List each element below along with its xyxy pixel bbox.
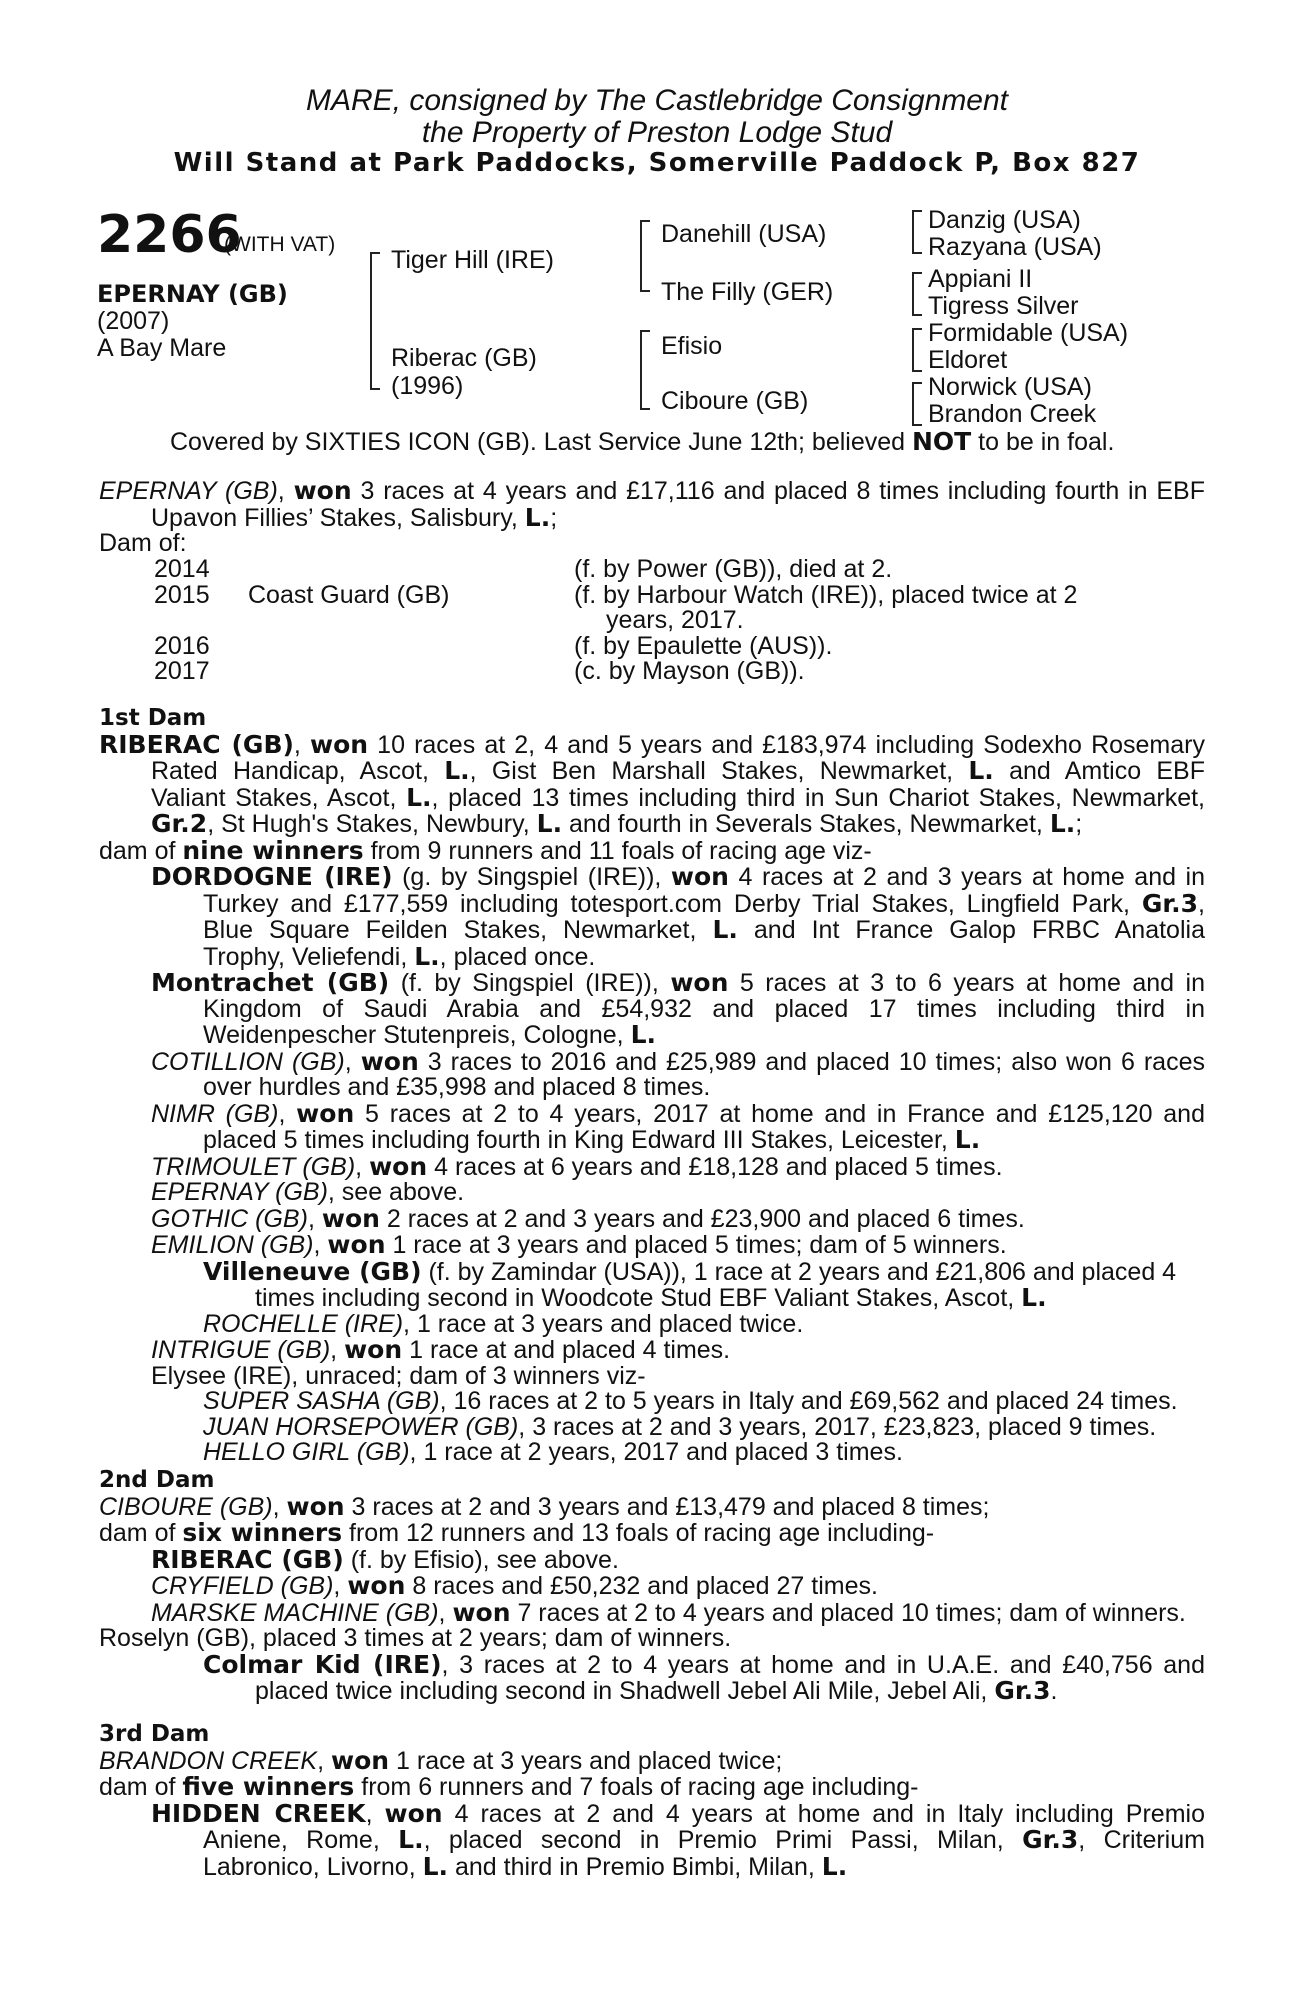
first-dam-line: Valiant Stakes, Ascot, L., placed 13 times including third in Sun Chariot Stakes, Newmarket,: [151, 782, 1205, 812]
horse-name: EPERNAY (GB): [97, 280, 288, 308]
pedigree-sire-sire: Danehill (USA): [661, 220, 827, 248]
produce-note: (f. by Power (GB)), died at 2.: [574, 555, 893, 583]
produce-intro-line1: EPERNAY (GB), won 3 races at 4 years and £17,116 and placed 8 times including fourth in EBF: [99, 476, 1205, 505]
produce-entry: INTRIGUE (GB), won 1 race at and placed 4 times.: [151, 1335, 731, 1364]
stand-line: Will Stand at Park Paddocks, Somerville Paddock P, Box 827: [173, 148, 1141, 178]
first-dam-heading: 1st Dam: [99, 705, 207, 731]
pedigree-dam-year: (1996): [391, 372, 464, 400]
pedigree-g7: Norwick (USA): [928, 373, 1092, 401]
first-dam-line: RIBERAC (GB), won 10 races at 2, 4 and 5 years and £183,974 including Sodexho Rosemary: [99, 729, 1205, 759]
produce-entry: HELLO GIRL (GB), 1 race at 2 years, 2017 and placed 3 times.: [203, 1438, 903, 1466]
produce-intro-line2: Upavon Fillies’ Stakes, Salisbury, L.;: [151, 502, 558, 532]
produce-entry: Montrachet (GB) (f. by Singspiel (IRE)), won 5 races at 3 to 6 years at home and in: [151, 968, 1206, 997]
pedigree-g8: Brandon Creek: [928, 400, 1097, 428]
produce-entry: EMILION (GB), won 1 race at 3 years and placed 5 times; dam of 5 winners.: [151, 1230, 1007, 1259]
produce-entry: MARSKE MACHINE (GB), won 7 races at 2 to 4 years and placed 10 times; dam of winners.: [151, 1597, 1186, 1627]
horse-year: (2007): [97, 307, 170, 335]
pedigree-bracket: [640, 220, 642, 292]
produce-entry: JUAN HORSEPOWER (GB), 3 races at 2 and 3 years, 2017, £23,823, placed 9 times.: [203, 1412, 1157, 1441]
produce-entry: RIBERAC (GB) (f. by Efisio), see above.: [151, 1544, 619, 1574]
produce-entry: DORDOGNE (IRE) (g. by Singspiel (IRE)), won 4 races at 2 and 3 years at home and in: [151, 862, 1205, 891]
pedigree-sire-dam: The Filly (GER): [661, 278, 834, 306]
pedigree-bracket: [912, 272, 914, 316]
pedigree-dam-sire: Efisio: [661, 332, 723, 360]
produce-year: 2016: [154, 631, 210, 660]
produce-entry: CRYFIELD (GB), won 8 races and £50,232 and placed 27 times.: [151, 1571, 878, 1600]
property-line: the Property of Preston Lodge Stud: [421, 116, 893, 149]
consignor-line: MARE, consigned by The Castlebridge Consignment: [305, 84, 1009, 117]
pedigree-bracket: [912, 328, 914, 372]
pedigree-g4: Tigress Silver: [928, 292, 1079, 320]
pedigree-g3: Appiani II: [928, 265, 1033, 293]
produce-year: 2015: [154, 580, 210, 609]
pedigree-g5: Formidable (USA): [928, 319, 1129, 347]
produce-entry: times including second in Woodcote Stud EBF Valiant Stakes, Ascot, L.: [255, 1283, 1047, 1312]
produce-entry: GOTHIC (GB), won 2 races at 2 and 3 years and £23,900 and placed 6 times.: [151, 1203, 1025, 1233]
produce-entry: over hurdles and £35,998 and placed 8 times.: [203, 1073, 711, 1101]
produce-entry: TRIMOULET (GB), won 4 races at 6 years and £18,128 and placed 5 times.: [151, 1151, 1003, 1181]
pedigree-dam: Riberac (GB): [391, 344, 537, 372]
produce-entry: SUPER SASHA (GB), 16 races at 2 to 5 years in Italy and £69,562 and placed 24 times.: [203, 1387, 1178, 1415]
produce-entry: Roselyn (GB), placed 3 times at 2 years; dam of winners.: [99, 1624, 732, 1652]
produce-note: years, 2017.: [606, 606, 744, 634]
first-dam-section: [99, 706, 1205, 1466]
produce-entry: Blue Square Feilden Stakes, Newmarket, L. and Int France Galop FRBC Anatolia: [203, 915, 1205, 944]
produce-name: Coast Guard (GB): [248, 580, 450, 609]
produce-entry: ROCHELLE (IRE), 1 race at 3 years and placed twice.: [203, 1309, 804, 1338]
pedigree-g2: Razyana (USA): [928, 233, 1102, 261]
first-dam-line: dam of nine winners from 9 runners and 11 foals of racing age viz-: [99, 835, 872, 865]
produce-entry: Labronico, Livorno, L. and third in Premio Bimbi, Milan, L.: [203, 1851, 848, 1881]
vat-label: (WITH VAT): [224, 233, 336, 256]
horse-description: A Bay Mare: [97, 334, 227, 362]
produce-entry: Aniene, Rome, L., placed second in Premio Primi Passi, Milan, Gr.3, Criterium: [203, 1825, 1205, 1854]
third-dam-line: BRANDON CREEK, won 1 race at 3 years and placed twice;: [99, 1745, 783, 1775]
produce-year: 2014: [154, 555, 210, 583]
produce-entry: Trophy, Veliefendi, L., placed once.: [203, 941, 596, 971]
first-dam-line: Rated Handicap, Ascot, L., Gist Ben Marshall Stakes, Newmarket, L. and Amtico EBF: [151, 756, 1205, 785]
pedigree-bracket: [912, 210, 914, 254]
third-dam-line: dam of five winners from 6 runners and 7 foals of racing age including-: [99, 1772, 919, 1801]
third-dam-heading: 3rd Dam: [99, 1721, 210, 1747]
pedigree-bracket: [912, 382, 914, 426]
pedigree-g6: Eldoret: [928, 346, 1008, 374]
produce-note: (f. by Harbour Watch (IRE)), placed twice at 2: [574, 580, 1078, 609]
second-dam-heading: 2nd Dam: [99, 1467, 215, 1493]
produce-entry: Turkey and £177,559 including totesport.com Derby Trial Stakes, Lingfield Park, Gr.3,: [203, 888, 1205, 918]
produce-note: (c. by Mayson (GB)).: [574, 657, 805, 685]
produce-entry: COTILLION (GB), won 3 races to 2016 and £25,989 and placed 10 times; also won 6 races: [151, 1046, 1205, 1076]
pedigree-bracket: [370, 252, 372, 390]
produce-entry: Elysee (IRE), unraced; dam of 3 winners viz-: [151, 1361, 646, 1390]
produce-entry: Weidenpescher Stutenpreis, Cologne, L.: [203, 1020, 657, 1049]
dam-of-label: Dam of:: [99, 529, 187, 557]
second-dam-line: dam of six winners from 12 runners and 13 foals of racing age including-: [99, 1518, 935, 1547]
covered-line: Covered by SIXTIES ICON (GB). Last Service June 12th; believed NOT to be in foal.: [170, 427, 1115, 456]
produce-entry: Villeneuve (GB) (f. by Zamindar (USA)), 1 race at 2 years and £21,806 and placed 4: [203, 1256, 1177, 1286]
produce-note: (f. by Epaulette (AUS)).: [574, 631, 833, 660]
produce-year: 2017: [154, 657, 210, 685]
produce-section: [99, 478, 1205, 557]
lot-number: 2266: [97, 205, 242, 265]
produce-entry: Colmar Kid (IRE), 3 races at 2 to 4 years at home and in U.A.E. and £40,756 and: [203, 1649, 1205, 1679]
produce-entry: HIDDEN CREEK, won 4 races at 2 and 4 years at home and in Italy including Premio: [151, 1798, 1205, 1828]
second-dam-line: CIBOURE (GB), won 3 races at 2 and 3 years and £13,479 and placed 8 times;: [99, 1491, 990, 1521]
pedigree-bracket: [640, 330, 642, 410]
pedigree-g1: Danzig (USA): [928, 206, 1081, 234]
pedigree-dam-dam: Ciboure (GB): [661, 387, 809, 415]
produce-entry: placed twice including second in Shadwell Jebel Ali Mile, Jebel Ali, Gr.3.: [255, 1676, 1058, 1705]
second-dam-section: [99, 1468, 1205, 1705]
pedigree-sire: Tiger Hill (IRE): [391, 246, 554, 274]
first-dam-line: Gr.2, St Hugh's Stakes, Newbury, L. and fourth in Severals Stakes, Newmarket, L.;: [151, 809, 1083, 838]
produce-entry: EPERNAY (GB), see above.: [151, 1178, 465, 1206]
produce-entry: Kingdom of Saudi Arabia and £54,932 and placed 17 times including third in: [203, 994, 1205, 1023]
produce-entry: NIMR (GB), won 5 races at 2 to 4 years, 2017 at home and in France and £125,120 and: [151, 1098, 1205, 1128]
produce-entry: placed 5 times including fourth in King Edward III Stakes, Leicester, L.: [203, 1125, 981, 1154]
third-dam-section: [99, 1722, 1205, 1880]
